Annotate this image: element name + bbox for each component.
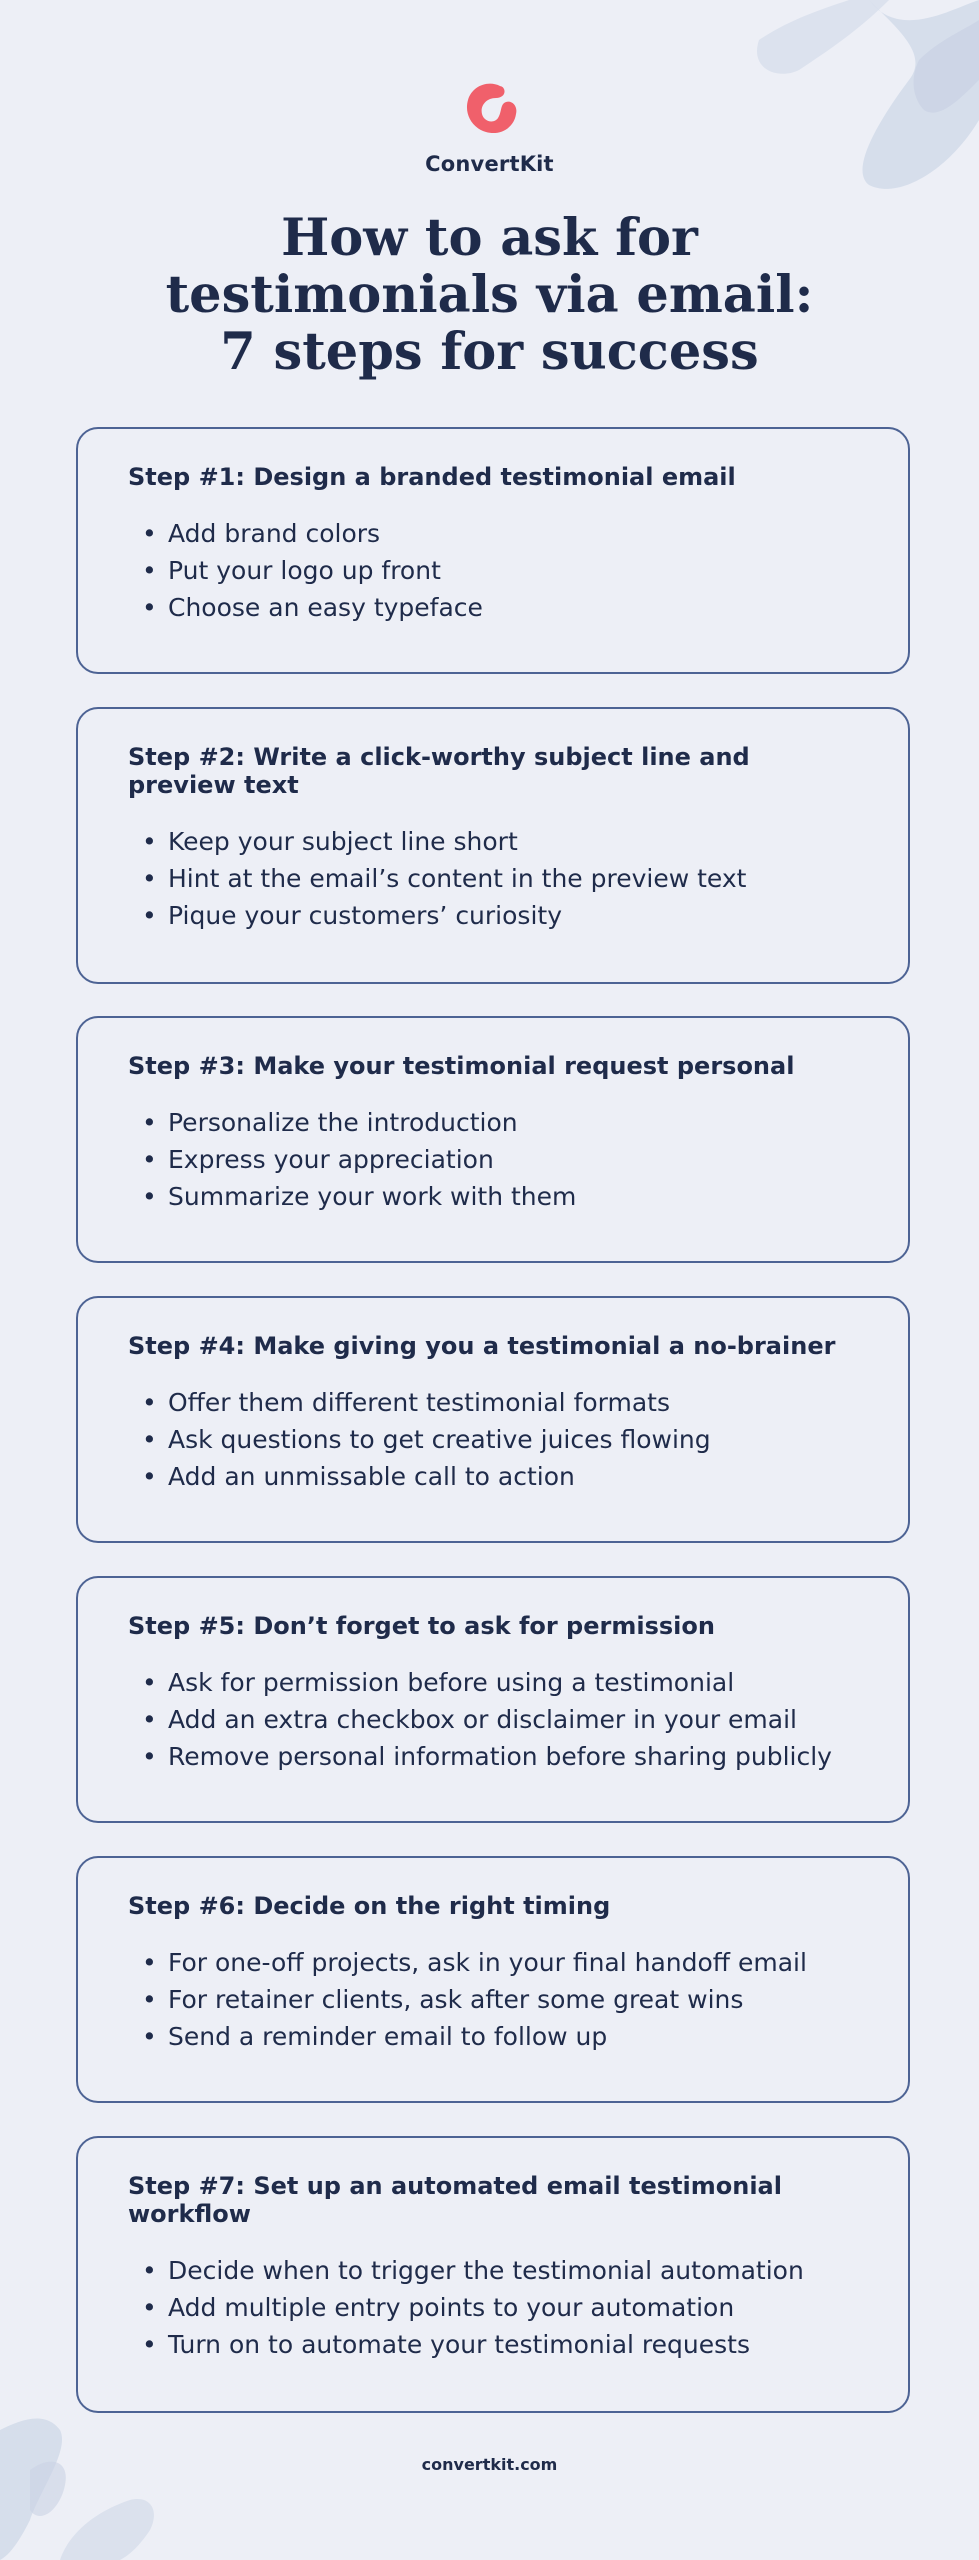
step-title: Step #3: Make your testimonial request personal: [128, 1052, 795, 1080]
list-item: • Add brand colors: [128, 515, 860, 552]
list-item: • Remove personal information before sharing publicly: [128, 1738, 860, 1775]
step-title: Step #5: Don’t forget to ask for permission: [128, 1612, 715, 1640]
step-card-4: [76, 1296, 910, 1543]
step-list: [128, 1944, 860, 2055]
page-title: [0, 210, 979, 381]
step-list: [128, 515, 860, 626]
footer-url: convertkit.com: [421, 2455, 558, 2474]
decorative-brush-strokes-bottom: [0, 2410, 180, 2560]
step-title: Step #4: Make giving you a testimonial a no-brainer: [128, 1332, 836, 1360]
list-item: • Keep your subject line short: [128, 823, 860, 860]
page-title-line: testimonials via email:: [165, 265, 814, 325]
step-list: [128, 1104, 860, 1215]
step-card-3: [76, 1016, 910, 1263]
list-item: • For retainer clients, ask after some great wins: [128, 1981, 860, 2018]
step-list: [128, 2252, 860, 2363]
step-list: [128, 1664, 860, 1775]
list-item: • For one-off projects, ask in your final handoff email: [128, 1944, 860, 1981]
list-item: • Add multiple entry points to your automation: [128, 2289, 860, 2326]
convertkit-logo-icon: [454, 76, 526, 140]
brand-name: ConvertKit: [425, 152, 554, 176]
list-item: • Decide when to trigger the testimonial automation: [128, 2252, 860, 2289]
step-title: Step #1: Design a branded testimonial email: [128, 463, 736, 491]
step-card-5: [76, 1576, 910, 1823]
step-title: Step #7: Set up an automated email testimonial workflow: [128, 2172, 782, 2228]
list-item: • Pique your customers’ curiosity: [128, 897, 860, 934]
page-title-line: How to ask for: [281, 208, 698, 268]
list-item: • Send a reminder email to follow up: [128, 2018, 860, 2055]
step-title: Step #2: Write a click-worthy subject line and preview text: [128, 743, 750, 799]
list-item: • Offer them different testimonial formats: [128, 1384, 860, 1421]
step-list: [128, 1384, 860, 1495]
step-card-1: [76, 427, 910, 674]
page-title-line: 7 steps for success: [220, 322, 759, 382]
list-item: • Put your logo up front: [128, 552, 860, 589]
list-item: • Hint at the email’s content in the preview text: [128, 860, 860, 897]
step-card-6: [76, 1856, 910, 2103]
list-item: • Summarize your work with them: [128, 1178, 860, 1215]
list-item: • Choose an easy typeface: [128, 589, 860, 626]
list-item: • Ask for permission before using a testimonial: [128, 1664, 860, 1701]
brand-header: [0, 76, 979, 176]
step-card-7: [76, 2136, 910, 2413]
list-item: • Personalize the introduction: [128, 1104, 860, 1141]
step-list: [128, 823, 860, 934]
list-item: • Turn on to automate your testimonial requests: [128, 2326, 860, 2363]
list-item: • Add an extra checkbox or disclaimer in your email: [128, 1701, 860, 1738]
list-item: • Ask questions to get creative juices flowing: [128, 1421, 860, 1458]
step-title: Step #6: Decide on the right timing: [128, 1892, 611, 1920]
step-card-2: [76, 707, 910, 984]
list-item: • Add an unmissable call to action: [128, 1458, 860, 1495]
list-item: • Express your appreciation: [128, 1141, 860, 1178]
